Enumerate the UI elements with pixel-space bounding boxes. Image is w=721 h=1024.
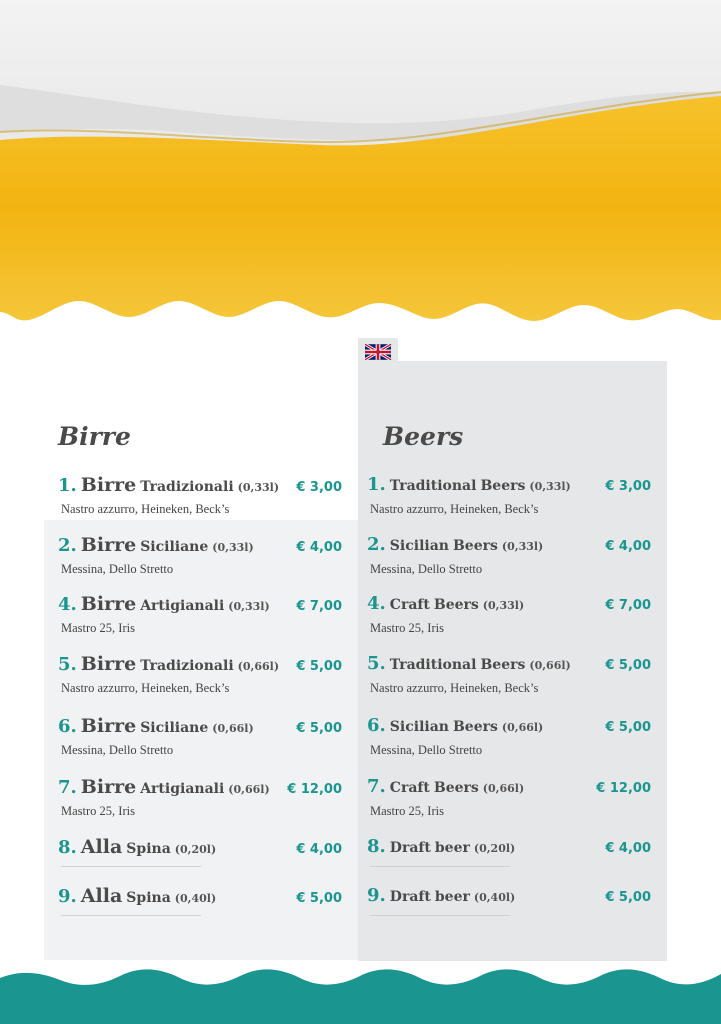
- item-number: 6.: [367, 715, 386, 736]
- item-size: (0,66l): [212, 722, 254, 735]
- item-type: Beers: [452, 538, 498, 554]
- item-description: Mastro 25, Iris: [61, 621, 135, 635]
- item-size: (0,33l): [237, 481, 280, 494]
- menu-item: [58, 883, 342, 923]
- english-menu: [367, 420, 651, 923]
- item-size: (0,66l): [529, 659, 571, 672]
- item-name: Alla: [80, 885, 123, 907]
- item-description: Messina, Dello Stretto: [61, 562, 174, 576]
- item-type: Artigianali: [140, 598, 225, 614]
- menu-item: [58, 651, 342, 713]
- item-number: 6.: [58, 716, 77, 737]
- uk-flag-icon: [365, 344, 391, 360]
- item-name: Craft: [389, 780, 430, 796]
- item-description: Mastro 25, Iris: [61, 804, 135, 818]
- item-number: 9.: [367, 885, 386, 906]
- item-size: (0,33l): [212, 541, 254, 554]
- item-type: Siciliane: [140, 539, 209, 555]
- item-size: (0,40l): [473, 891, 516, 904]
- item-description: Nastro azzurro, Heineken, Beck’s: [61, 502, 230, 516]
- item-number: 5.: [58, 654, 77, 675]
- item-divider: [370, 915, 510, 916]
- bottom-wave-decoration: [0, 960, 721, 1024]
- item-type: Beers: [452, 719, 498, 735]
- item-price: € 5,00: [605, 658, 651, 673]
- item-price: € 12,00: [287, 782, 342, 797]
- item-number: 8.: [367, 836, 386, 857]
- item-number: 4.: [367, 593, 386, 614]
- section-title-en: Beers: [383, 422, 464, 451]
- item-price: € 7,00: [296, 599, 342, 614]
- item-description: Mastro 25, Iris: [370, 621, 444, 635]
- item-number: 9.: [58, 886, 77, 907]
- item-number: 4.: [58, 594, 77, 615]
- item-type: beer: [434, 840, 470, 856]
- section-title-it: Birre: [58, 422, 131, 451]
- item-price: € 5,00: [605, 720, 651, 735]
- item-number: 8.: [58, 837, 77, 858]
- item-size: (0,66l): [501, 721, 544, 734]
- item-price: € 4,00: [296, 540, 342, 555]
- item-name: Birre: [80, 593, 137, 615]
- item-divider: [61, 866, 201, 867]
- item-number: 5.: [367, 653, 386, 674]
- item-number: 2.: [367, 534, 386, 555]
- item-price: € 5,00: [296, 891, 342, 906]
- item-size: (0,66l): [237, 660, 280, 673]
- item-price: € 5,00: [296, 721, 342, 736]
- item-name: Birre: [80, 534, 137, 556]
- item-divider: [61, 915, 201, 916]
- item-description: Messina, Dello Stretto: [61, 743, 174, 757]
- menu-item: [367, 834, 651, 883]
- menu-item: [367, 774, 651, 834]
- item-description: Nastro azzurro, Heineken, Beck’s: [370, 681, 539, 695]
- item-size: (0,33l): [482, 599, 525, 612]
- item-price: € 5,00: [296, 659, 342, 674]
- language-flag[interactable]: [358, 338, 398, 366]
- item-divider: [370, 866, 510, 867]
- item-size: (0,20l): [174, 843, 217, 856]
- item-number: 1.: [58, 475, 77, 496]
- item-number: 7.: [58, 777, 77, 798]
- item-name: Draft: [389, 889, 431, 905]
- item-type: Beers: [433, 780, 479, 796]
- beer-banner-image: [0, 0, 721, 340]
- item-description: Nastro azzurro, Heineken, Beck’s: [61, 681, 230, 695]
- menu-item: [58, 834, 342, 883]
- item-name: Sicilian: [389, 538, 449, 554]
- menu-item: [58, 713, 342, 774]
- item-size: (0,40l): [174, 892, 217, 905]
- item-price: € 4,00: [605, 841, 651, 856]
- item-number: 2.: [58, 535, 77, 556]
- menu-item: [367, 883, 651, 923]
- item-name: Draft: [389, 840, 431, 856]
- item-price: € 3,00: [296, 480, 342, 495]
- item-price: € 4,00: [296, 842, 342, 857]
- item-price: € 12,00: [596, 781, 651, 796]
- item-size: (0,33l): [529, 480, 571, 493]
- menu-item: [367, 532, 651, 591]
- item-price: € 4,00: [605, 539, 651, 554]
- item-type: Tradizionali: [140, 658, 234, 674]
- item-description: Mastro 25, Iris: [370, 804, 444, 818]
- item-name: Alla: [80, 836, 123, 858]
- item-name: Birre: [80, 474, 137, 496]
- italian-menu: [58, 420, 342, 923]
- item-number: 7.: [367, 776, 386, 797]
- item-name: Birre: [80, 776, 137, 798]
- menu-item: [58, 472, 342, 532]
- item-description: Nastro azzurro, Heineken, Beck’s: [370, 502, 539, 516]
- item-size: (0,66l): [482, 782, 525, 795]
- item-description: Messina, Dello Stretto: [370, 743, 483, 757]
- item-name: Craft: [389, 597, 430, 613]
- menu-item: [58, 532, 342, 591]
- item-size: (0,33l): [501, 540, 544, 553]
- item-type: Spina: [126, 890, 171, 906]
- menu-item: [58, 591, 342, 651]
- item-price: € 3,00: [605, 479, 651, 494]
- item-size: (0,33l): [228, 600, 270, 613]
- item-price: € 7,00: [605, 598, 651, 613]
- menu-item: [367, 472, 651, 532]
- item-type: Tradizionali: [140, 479, 234, 495]
- item-size: (0,66l): [228, 783, 270, 796]
- menu-item: [58, 774, 342, 834]
- item-type: Beers: [433, 597, 479, 613]
- menu-item: [367, 651, 651, 713]
- item-type: Beers: [480, 478, 526, 494]
- item-price: € 5,00: [605, 890, 651, 905]
- item-type: Spina: [126, 841, 171, 857]
- item-type: beer: [434, 889, 470, 905]
- item-name: Traditional: [389, 657, 477, 673]
- item-type: Beers: [480, 657, 526, 673]
- item-name: Birre: [80, 715, 137, 737]
- item-number: 1.: [367, 474, 386, 495]
- item-type: Artigianali: [140, 781, 225, 797]
- item-name: Birre: [80, 653, 137, 675]
- menu-item: [367, 591, 651, 651]
- item-type: Siciliane: [140, 720, 209, 736]
- menu-item: [367, 713, 651, 774]
- item-description: Messina, Dello Stretto: [370, 562, 483, 576]
- item-name: Traditional: [389, 478, 477, 494]
- item-name: Sicilian: [389, 719, 449, 735]
- item-size: (0,20l): [473, 842, 516, 855]
